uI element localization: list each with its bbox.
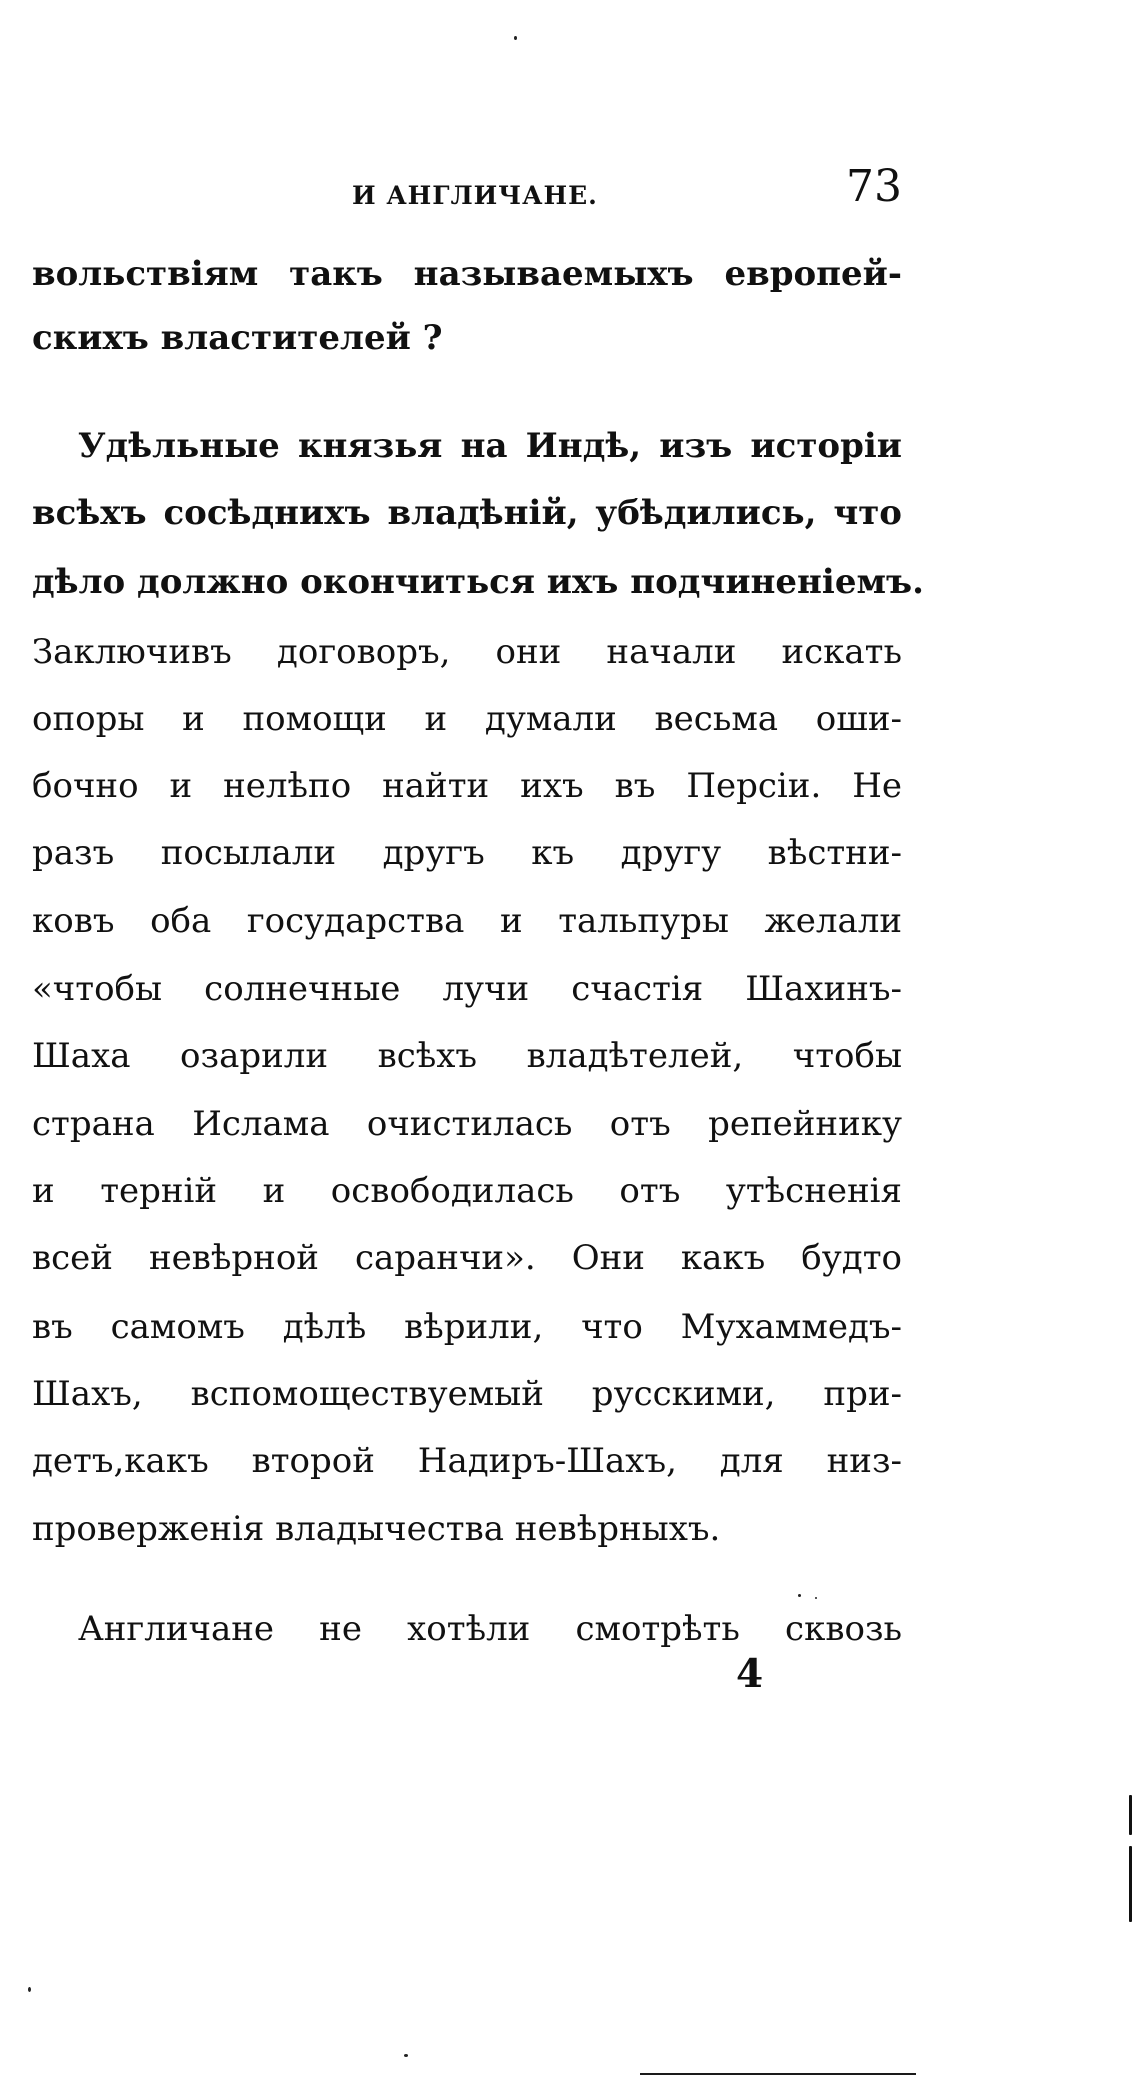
text-line-5: дѣло должно окончиться ихъ подчиненіемъ. xyxy=(32,562,924,602)
printer-signature-mark: 4 xyxy=(736,1651,764,1697)
text-line-13: страна Ислама очистилась отъ репейнику xyxy=(32,1104,902,1144)
scan-speck xyxy=(798,1594,801,1597)
text-line-15: всей невѣрной саранчи». Они какъ будто xyxy=(32,1238,902,1278)
text-line-12: Шаха озарили всѣхъ владѣтелей, чтобы xyxy=(32,1036,902,1076)
text-line-20: Англичане не хотѣли смотрѣть сквозь xyxy=(78,1609,902,1649)
scan-speck xyxy=(404,2054,408,2057)
scan-speck xyxy=(28,1987,31,1992)
text-line-19: проверженія владычества невѣрныхъ. xyxy=(32,1509,721,1549)
scan-bottom-rule xyxy=(640,2073,916,2075)
running-head: И АНГЛИЧАНЕ. xyxy=(352,181,598,210)
page-edge-mark xyxy=(1129,1846,1132,1922)
text-line-9: разъ посылали другъ къ другу вѣстни- xyxy=(32,833,902,873)
text-line-17: Шахъ, вспомоществуемый русскими, при- xyxy=(32,1374,902,1414)
text-line-6: Заключивъ договоръ, они начали искать xyxy=(32,632,902,672)
text-line-4: всѣхъ сосѣднихъ владѣній, убѣдились, что xyxy=(32,493,902,533)
scan-speck xyxy=(815,1597,817,1599)
text-line-14: и терній и освободилась отъ утѣсненія xyxy=(32,1171,902,1211)
text-line-7: опоры и помощи и думали весьма оши- xyxy=(32,699,902,739)
text-line-8: бочно и нелѣпо найти ихъ въ Персіи. Не xyxy=(32,766,902,806)
text-line-18: детъ,какъ второй Надиръ-Шахъ, для низ- xyxy=(32,1441,902,1481)
text-line-1: вольствіям такъ называемыхъ европей- xyxy=(32,254,902,294)
text-line-16: въ самомъ дѣлѣ вѣрили, что Мухаммедъ- xyxy=(32,1307,902,1347)
scan-speck xyxy=(514,36,517,40)
text-line-11: «чтобы солнечные лучи счастія Шахинъ- xyxy=(32,969,902,1009)
text-line-3: Удѣльные князья на Индѣ, изъ исторіи xyxy=(78,426,902,466)
page-number: 73 xyxy=(846,161,902,212)
page-edge-mark xyxy=(1129,1795,1132,1835)
text-line-10: ковъ оба государства и тальпуры желали xyxy=(32,901,902,941)
text-line-2: скихъ властителей ? xyxy=(32,318,443,358)
page-header xyxy=(32,161,902,235)
